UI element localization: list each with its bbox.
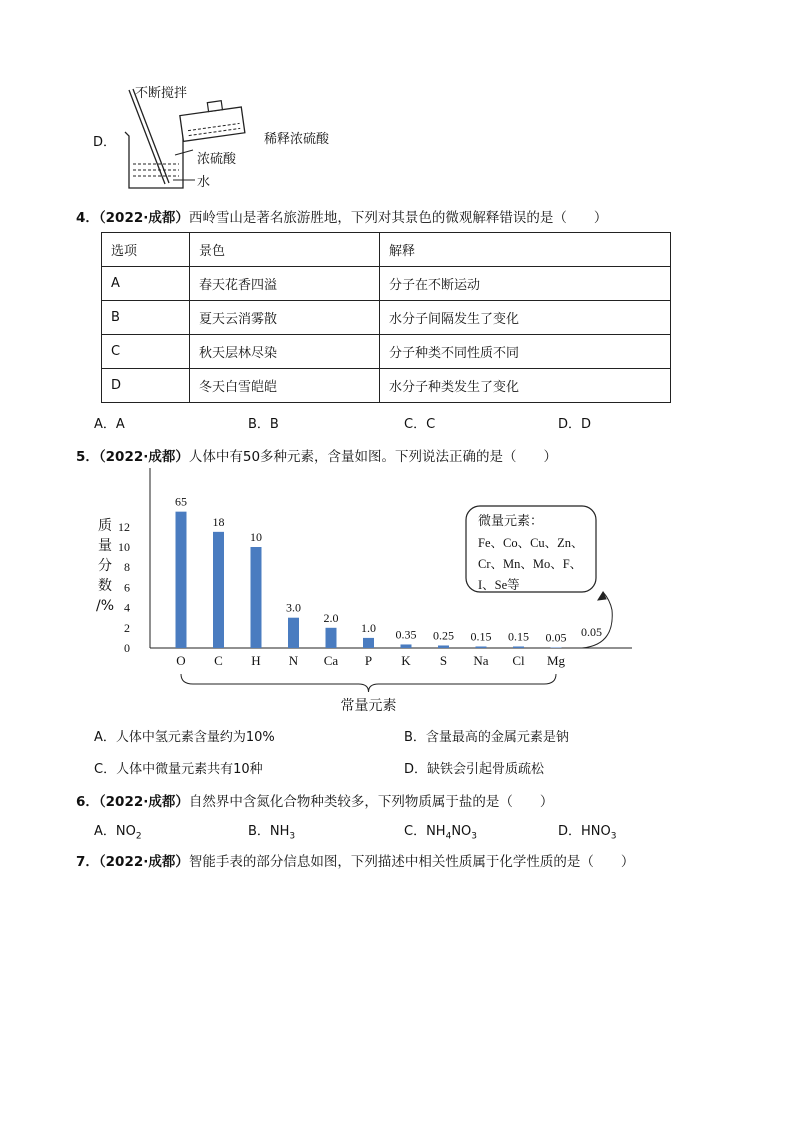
table-cell: 夏天云消雾散 [190,301,380,335]
q4-choice-d: D．D [558,417,592,432]
table-cell: A [102,267,190,301]
x-tick-label: Na [473,653,489,668]
bar-value-label: 1.0 [361,620,376,635]
question-source: （2022·成都） [98,854,189,870]
q4-choice-c: C．C [404,417,436,432]
y-tick-label: 8 [124,560,130,575]
bar-value-label: 0.15 [508,629,529,644]
question-stem: 西岭雪山是著名旅游胜地，下列对其景色的微观解释错误的是（ ） [188,210,608,226]
table-cell: 春天花香四溢 [190,267,380,301]
question-stem: 自然界中含氮化合物种类较多，下列物质属于盐的是（ ） [188,794,554,810]
bar-value-label: 0.05 [581,625,602,639]
bar-value-label: 10 [250,530,262,544]
y-axis-label-char: 质 [98,518,112,534]
callout-arrow [582,592,612,648]
bar-N [288,618,299,648]
table-row [102,369,671,403]
acid-label: 浓硫酸 [197,152,237,167]
bracket-label: 常量元素 [340,698,397,714]
q6-choice-d: D．$HNO_3$ [558,824,617,842]
bar-value-label: 0.35 [395,627,417,642]
bar-Na [476,646,487,648]
q6-choice-a: A．$NO_2$ [94,824,142,842]
question-7 [76,850,634,870]
callout-title: 微量元素： [478,514,544,529]
table-cell: 秋天层林尽染 [190,335,380,369]
x-tick-label: C [214,653,223,668]
question-number: 6． [76,794,99,810]
x-tick-label: Cl [512,653,525,668]
table-header-row [102,233,671,267]
callout-line: Cr、Mn、Mo、F、 [478,557,583,571]
question-source: （2022·成都） [98,449,189,465]
bar-value-label: 3.0 [286,600,301,615]
bar-Mg [551,647,562,648]
table-header: 选项 [102,233,190,267]
bar-value-label: 18 [212,514,225,529]
table-cell: 水分子种类发生了变化 [380,369,671,403]
x-tick-label: S [439,653,448,668]
q6-choice-b: B．$NH_3$ [248,824,296,842]
water-lines [133,164,179,176]
question-number: 5． [76,449,99,465]
table-cell: B [102,301,190,335]
question-stem: 人体中有50多种元素，含量如图。下列说法正确的是（ ） [188,449,558,465]
bar-value-label: 0.15 [470,629,492,644]
question-number: 7． [76,854,99,870]
y-axis-label-char: 量 [98,538,112,554]
table-cell: 分子在不断运动 [380,267,671,301]
x-tick-label: O [176,653,186,668]
q5-choice-b: B．含量最高的金属元素是钠 [404,730,569,745]
x-tick-label: H [251,653,261,668]
y-tick-label: 2 [124,620,130,635]
q6-choice-c: C．$NH_4NO_3$ [404,824,478,842]
bar-Ca [326,628,337,648]
bar-H [251,547,262,648]
bar-P [363,638,374,648]
x-tick-label: K [401,653,411,668]
y-tick-label: 0 [124,641,130,655]
q5-choice-a: A．人体中氢元素含量约为10% [94,730,275,745]
option-d-label: D． [93,135,117,150]
table-row [102,335,671,369]
q4-choice-b: B．B [248,417,279,432]
bar-K [401,644,412,648]
table-row [102,301,671,335]
bar-Cl [513,646,524,648]
x-tick-label: Ca [323,653,339,668]
table-cell: 分子种类不同性质不同 [380,335,671,369]
callout-line: I、Se等 [478,578,520,592]
y-tick-label: 12 [118,519,130,534]
bar-O [176,512,187,648]
y-axis-label-char: 分 [98,558,112,574]
y-axis-label-char: 数 [98,578,112,594]
table-header: 解释 [380,233,671,267]
q5-choice-d: D．缺铁会引起骨质疏松 [404,762,545,777]
bar-S [438,645,449,648]
element-content-chart [0,460,794,720]
y-tick-label: 10 [118,540,130,554]
table-row [102,267,671,301]
callout-line: Fe、Co、Cu、Zn、 [478,536,584,550]
bar-value-label: 2.0 [323,610,339,625]
bar-C [213,532,224,648]
diagram-caption: 稀释浓硫酸 [264,132,330,147]
y-tick-label: 6 [124,580,130,595]
x-tick-label: N [288,653,299,668]
table-cell: 水分子间隔发生了变化 [380,301,671,335]
table-header: 景色 [190,233,380,267]
bar-value-label: 0.05 [545,630,567,645]
arrow-head-icon [598,592,606,600]
reagent-bottle [179,98,245,141]
q4-choice-a: A．A [94,417,125,432]
y-axis-label-char: /% [95,598,115,614]
table-cell: 冬天白雪皑皑 [190,369,380,403]
table-cell: C [102,335,190,369]
x-tick-label: P [364,653,373,668]
bar-value-label: 0.25 [433,628,454,643]
category-brace [181,674,556,692]
stir-label: 不断搅拌 [135,86,188,101]
question-stem: 智能手表的部分信息如图，下列描述中相关性质属于化学性质的是（ ） [188,854,635,870]
question-6 [76,790,553,810]
question-source: （2022·成都） [98,210,189,226]
x-tick-label: Mg [546,653,566,668]
table-cell: D [102,369,190,403]
q5-choice-c: C．人体中微量元素共有10种 [94,762,263,777]
question-source: （2022·成都） [98,794,189,810]
question-number: 4． [76,210,99,226]
q4-table [101,232,671,403]
water-label: 水 [197,175,211,190]
question-4 [76,206,607,226]
y-tick-label: 4 [124,600,130,615]
bar-value-label: 65 [175,494,187,509]
